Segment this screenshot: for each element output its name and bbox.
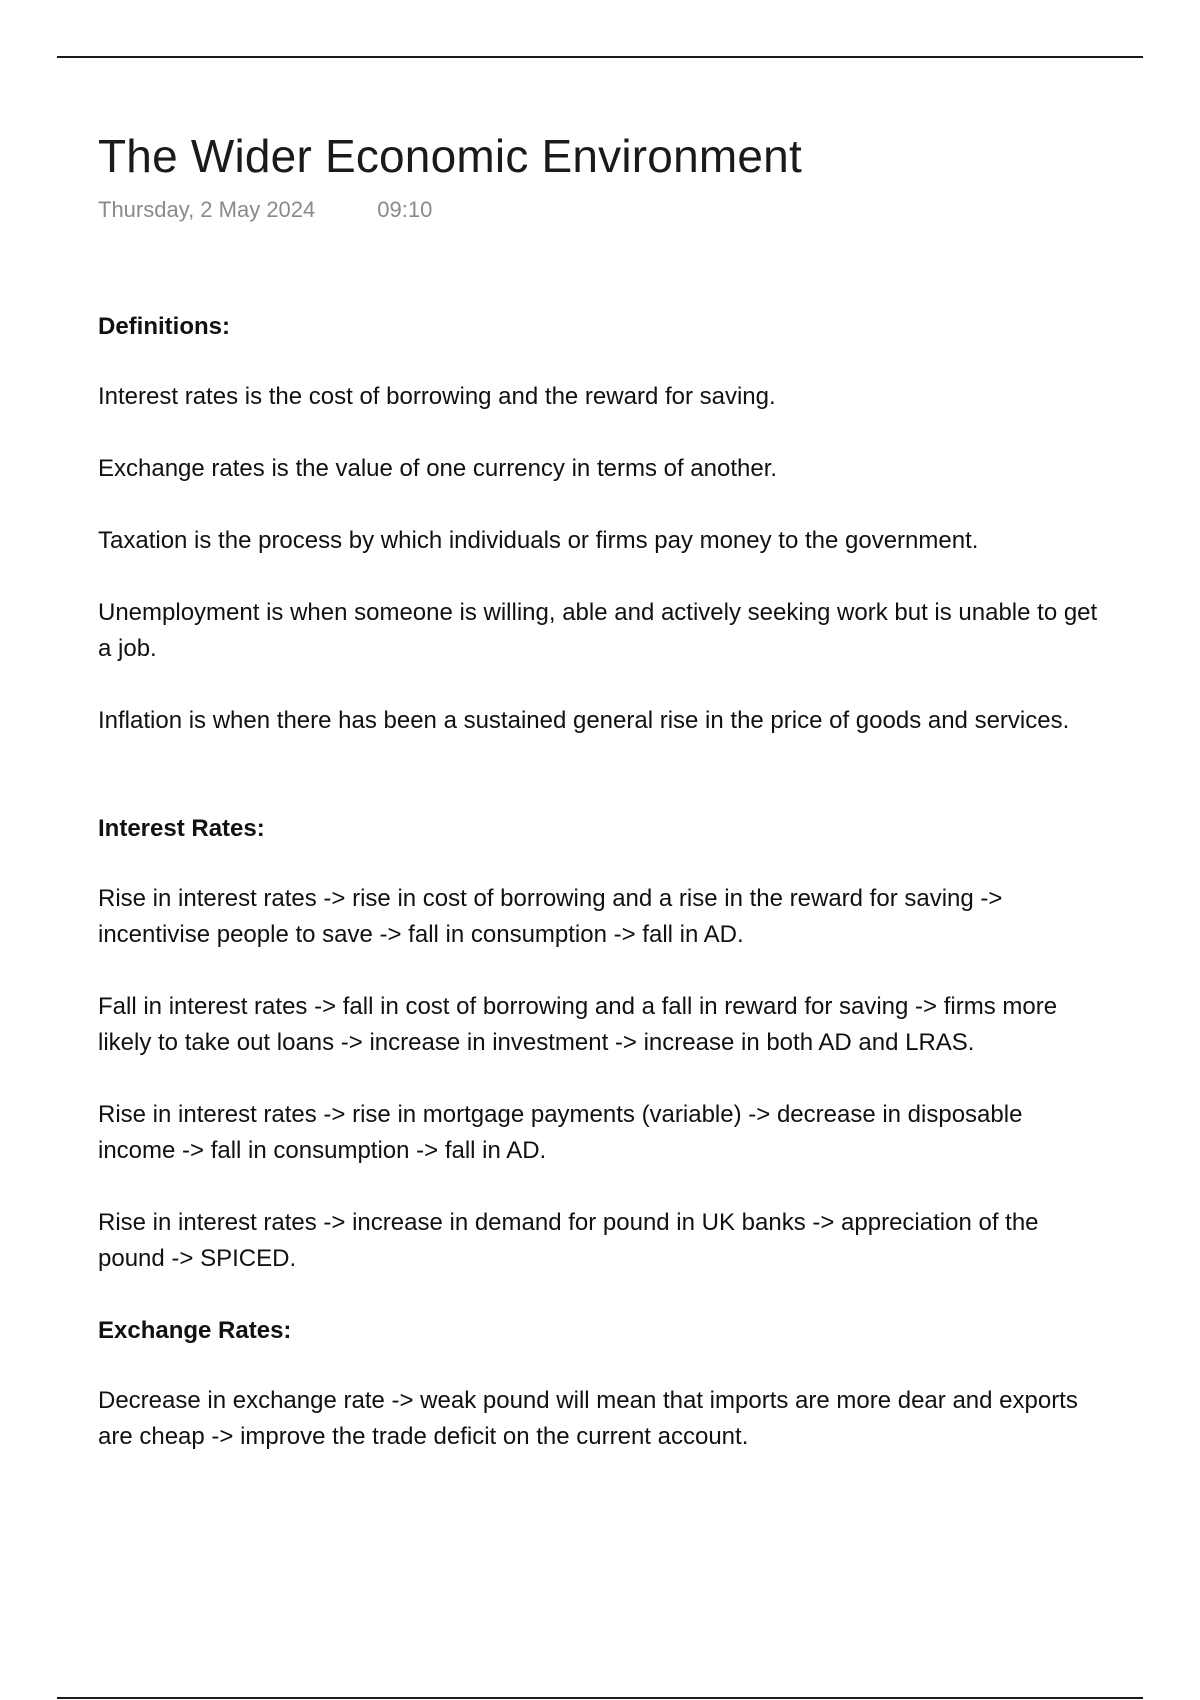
page-title: The Wider Economic Environment [98,130,802,182]
exchange-rates-item: Decrease in exchange rate -> weak pound will mean that imports are more dear and exports are cheap -> improve the trade deficit on the current account. [98,1386,1078,1450]
section-heading-exchange-rates: Exchange Rates: [98,1316,292,1344]
definition-item: Interest rates is the cost of borrowing and the reward for saving. [98,382,776,410]
interest-rates-item: Rise in interest rates -> increase in demand for pound in UK banks -> appreciation of the pound -> SPICED. [98,1208,1039,1272]
top-rule [57,56,1143,58]
interest-rates-item: Rise in interest rates -> rise in mortgage payments (variable) -> decrease in disposable income -> fall in consumption -> fall in AD. [98,1100,1023,1164]
definition-item: Taxation is the process by which individuals or firms pay money to the government. [98,526,979,554]
bottom-rule [57,1697,1143,1699]
note-time: 09:10 [377,196,433,222]
note-page [98,130,1098,1455]
interest-rates-item: Fall in interest rates -> fall in cost of borrowing and a fall in reward for saving -> firms more likely to take out loans -> increase in investment -> increase in both AD and LRAS. [98,992,1058,1056]
definition-item: Unemployment is when someone is willing, able and actively seeking work but is unable to get a job. [98,598,1098,662]
note-content [98,309,1098,1455]
note-meta [98,197,1098,223]
section-heading-definitions: Definitions: [98,312,230,340]
interest-rates-item: Rise in interest rates -> rise in cost of borrowing and a rise in the reward for saving -> incentivise people to save -> fall in consumption -> fall in AD. [98,884,1003,948]
section-heading-interest-rates: Interest Rates: [98,814,265,842]
note-date: Thursday, 2 May 2024 [98,196,316,222]
definition-item: Exchange rates is the value of one currency in terms of another. [98,454,778,482]
definition-item: Inflation is when there has been a sustained general rise in the price of goods and services. [98,706,1070,734]
